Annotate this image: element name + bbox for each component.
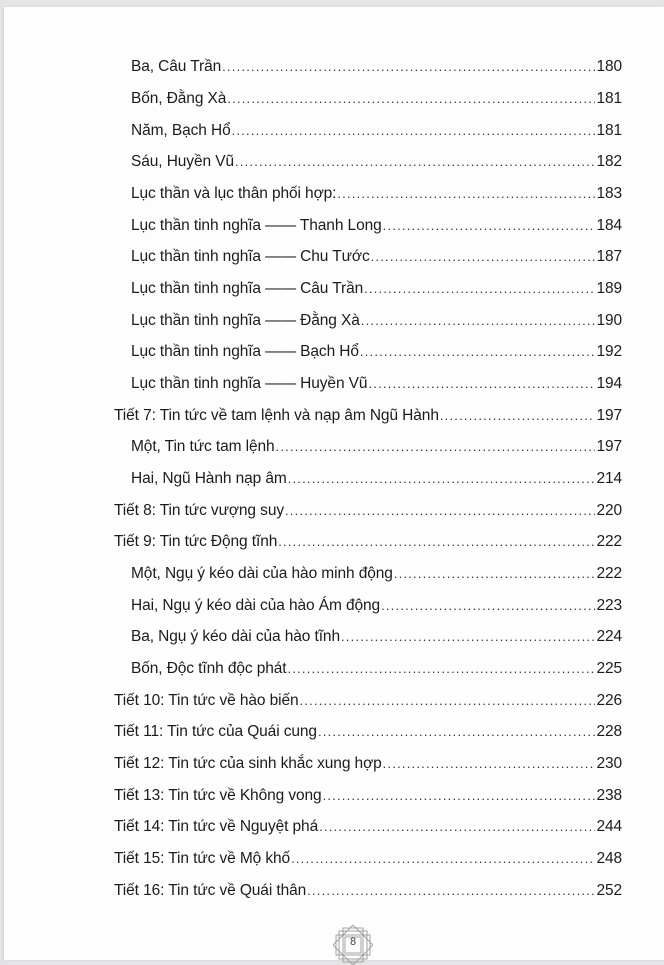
toc-entry-title: Lục thần tinh nghĩa —— Bạch Hổ xyxy=(131,343,359,360)
dot-leader xyxy=(227,91,595,106)
toc-entry-title: Tiết 7: Tin tức về tam lệnh và nạp âm Ngũ Hành xyxy=(114,407,439,424)
toc-entry-page-number: 248 xyxy=(596,850,622,867)
toc-entry-title: Ba, Câu Trần xyxy=(131,58,222,75)
toc-entry-title: Tiết 12: Tin tức của sinh khắc xung hợp xyxy=(114,755,382,772)
toc-entry[interactable] xyxy=(131,375,622,399)
dot-leader xyxy=(276,439,596,454)
toc-entry-title: Lục thần tinh nghĩa —— Thanh Long xyxy=(131,217,382,234)
toc-entry-title: Sáu, Huyền Vũ xyxy=(131,153,234,170)
toc-entry-title: Lục thần tinh nghĩa —— Đằng Xà xyxy=(131,312,360,329)
toc-entry[interactable] xyxy=(131,58,622,82)
toc-entry-page-number: 197 xyxy=(596,407,622,424)
toc-entry[interactable] xyxy=(114,723,622,747)
toc-entry-page-number: 252 xyxy=(596,882,622,899)
dot-leader xyxy=(341,629,595,644)
toc-entry[interactable] xyxy=(114,533,622,557)
toc-entry-page-number: 214 xyxy=(596,470,622,487)
dot-leader xyxy=(364,281,595,296)
toc-entry-page-number: 223 xyxy=(596,597,622,614)
page-number-ornament xyxy=(333,925,373,965)
toc-entry-page-number: 220 xyxy=(596,502,622,519)
toc-entry[interactable] xyxy=(114,692,622,716)
toc-entry-title: Tiết 13: Tin tức về Không vong xyxy=(114,787,322,804)
toc-entry-page-number: 181 xyxy=(596,122,622,139)
dot-leader xyxy=(307,883,595,898)
dot-leader xyxy=(383,756,596,771)
toc-entry[interactable] xyxy=(131,122,622,146)
dot-leader xyxy=(360,344,596,359)
toc-entry-page-number: 228 xyxy=(596,723,622,740)
dot-leader xyxy=(337,186,595,201)
dot-leader xyxy=(381,598,595,613)
toc-entry[interactable] xyxy=(114,818,622,842)
toc-entry[interactable] xyxy=(131,470,622,494)
toc-entry[interactable] xyxy=(131,185,622,209)
toc-entry[interactable] xyxy=(114,755,622,779)
toc-entry-page-number: 222 xyxy=(596,565,622,582)
toc-entry-page-number: 184 xyxy=(596,217,622,234)
toc-entry[interactable] xyxy=(114,407,622,431)
toc-entry-page-number: 197 xyxy=(596,438,622,455)
toc-entry-page-number: 225 xyxy=(596,660,622,677)
toc-entry-title: Tiết 8: Tin tức vượng suy xyxy=(114,502,284,519)
toc-entry-title: Lục thần và lục thân phối hợp: xyxy=(131,185,337,202)
dot-leader xyxy=(440,408,596,423)
dot-leader xyxy=(323,788,596,803)
toc-entry-page-number: 230 xyxy=(596,755,622,772)
dot-leader xyxy=(318,724,595,739)
dot-leader xyxy=(368,376,595,391)
toc-entry[interactable] xyxy=(131,628,622,652)
toc-entry-page-number: 190 xyxy=(596,312,622,329)
toc-entry-title: Một, Tin tức tam lệnh xyxy=(131,438,275,455)
toc-entry-page-number: 192 xyxy=(596,343,622,360)
dot-leader xyxy=(278,534,595,549)
toc-entry-page-number: 182 xyxy=(596,153,622,170)
toc-entry-title: Tiết 11: Tin tức của Quái cung xyxy=(114,723,317,740)
toc-entry[interactable] xyxy=(131,343,622,367)
dot-leader xyxy=(288,471,596,486)
toc-entry-title: Tiết 10: Tin tức về hào biến xyxy=(114,692,299,709)
toc-entry-title: Hai, Ngũ Hành nạp âm xyxy=(131,470,287,487)
dot-leader xyxy=(232,123,596,138)
toc-entry[interactable] xyxy=(131,153,622,177)
toc-entry-title: Lục thần tinh nghĩa —— Chu Tước xyxy=(131,248,370,265)
toc-entry[interactable] xyxy=(114,787,622,811)
toc-entry-title: Một, Ngụ ý kéo dài của hào minh động xyxy=(131,565,393,582)
toc-entry[interactable] xyxy=(114,502,622,526)
toc-entry-title: Hai, Ngụ ý kéo dài của hào Ám động xyxy=(131,597,381,614)
dot-leader xyxy=(319,819,595,834)
toc-entry[interactable] xyxy=(131,248,622,272)
dot-leader xyxy=(235,154,595,169)
toc-entry-page-number: 244 xyxy=(596,818,622,835)
dot-leader xyxy=(222,59,595,74)
dot-leader xyxy=(285,503,595,518)
toc-entry-page-number: 222 xyxy=(596,533,622,550)
toc-entry-title: Tiết 9: Tin tức Động tĩnh xyxy=(114,533,278,550)
toc-entry-title: Năm, Bạch Hổ xyxy=(131,122,231,139)
toc-entry[interactable] xyxy=(131,438,622,462)
toc-entry-title: Tiết 16: Tin tức về Quái thân xyxy=(114,882,307,899)
toc-entry-title: Tiết 14: Tin tức về Nguyệt phá xyxy=(114,818,319,835)
toc-entry[interactable] xyxy=(131,312,622,336)
dot-leader xyxy=(383,218,596,233)
toc-entry-page-number: 189 xyxy=(596,280,622,297)
toc-entry-page-number: 187 xyxy=(596,248,622,265)
toc-entry[interactable] xyxy=(114,882,622,906)
toc-entry[interactable] xyxy=(131,90,622,114)
page-number: 8 xyxy=(349,936,357,948)
toc-entry-title: Lục thần tinh nghĩa —— Câu Trần xyxy=(131,280,364,297)
toc-entry[interactable] xyxy=(131,217,622,241)
toc-entry-page-number: 180 xyxy=(596,58,622,75)
toc-entry-page-number: 238 xyxy=(596,787,622,804)
toc-entry[interactable] xyxy=(131,565,622,589)
toc-entry[interactable] xyxy=(114,850,622,874)
toc-entry[interactable] xyxy=(131,280,622,304)
dot-leader xyxy=(394,566,596,581)
dot-leader xyxy=(300,693,596,708)
dot-leader xyxy=(361,313,596,328)
toc-entry-page-number: 224 xyxy=(596,628,622,645)
toc-entry[interactable] xyxy=(131,597,622,621)
toc-entry-title: Tiết 15: Tin tức về Mộ khố xyxy=(114,850,291,867)
toc-entry-title: Bốn, Đằng Xà xyxy=(131,90,227,107)
toc-entry[interactable] xyxy=(131,660,622,684)
toc-entry-page-number: 183 xyxy=(596,185,622,202)
toc-entry-title: Lục thần tinh nghĩa —— Huyền Vũ xyxy=(131,375,368,392)
dot-leader xyxy=(291,851,595,866)
toc-entry-title: Ba, Ngụ ý kéo dài của hào tĩnh xyxy=(131,628,340,645)
dot-leader xyxy=(288,661,596,676)
toc-entry-title: Bốn, Độc tĩnh độc phát xyxy=(131,660,287,677)
toc-entry-page-number: 181 xyxy=(596,90,622,107)
toc-entry-page-number: 226 xyxy=(596,692,622,709)
toc-entry-page-number: 194 xyxy=(596,375,622,392)
dot-leader xyxy=(371,249,596,264)
